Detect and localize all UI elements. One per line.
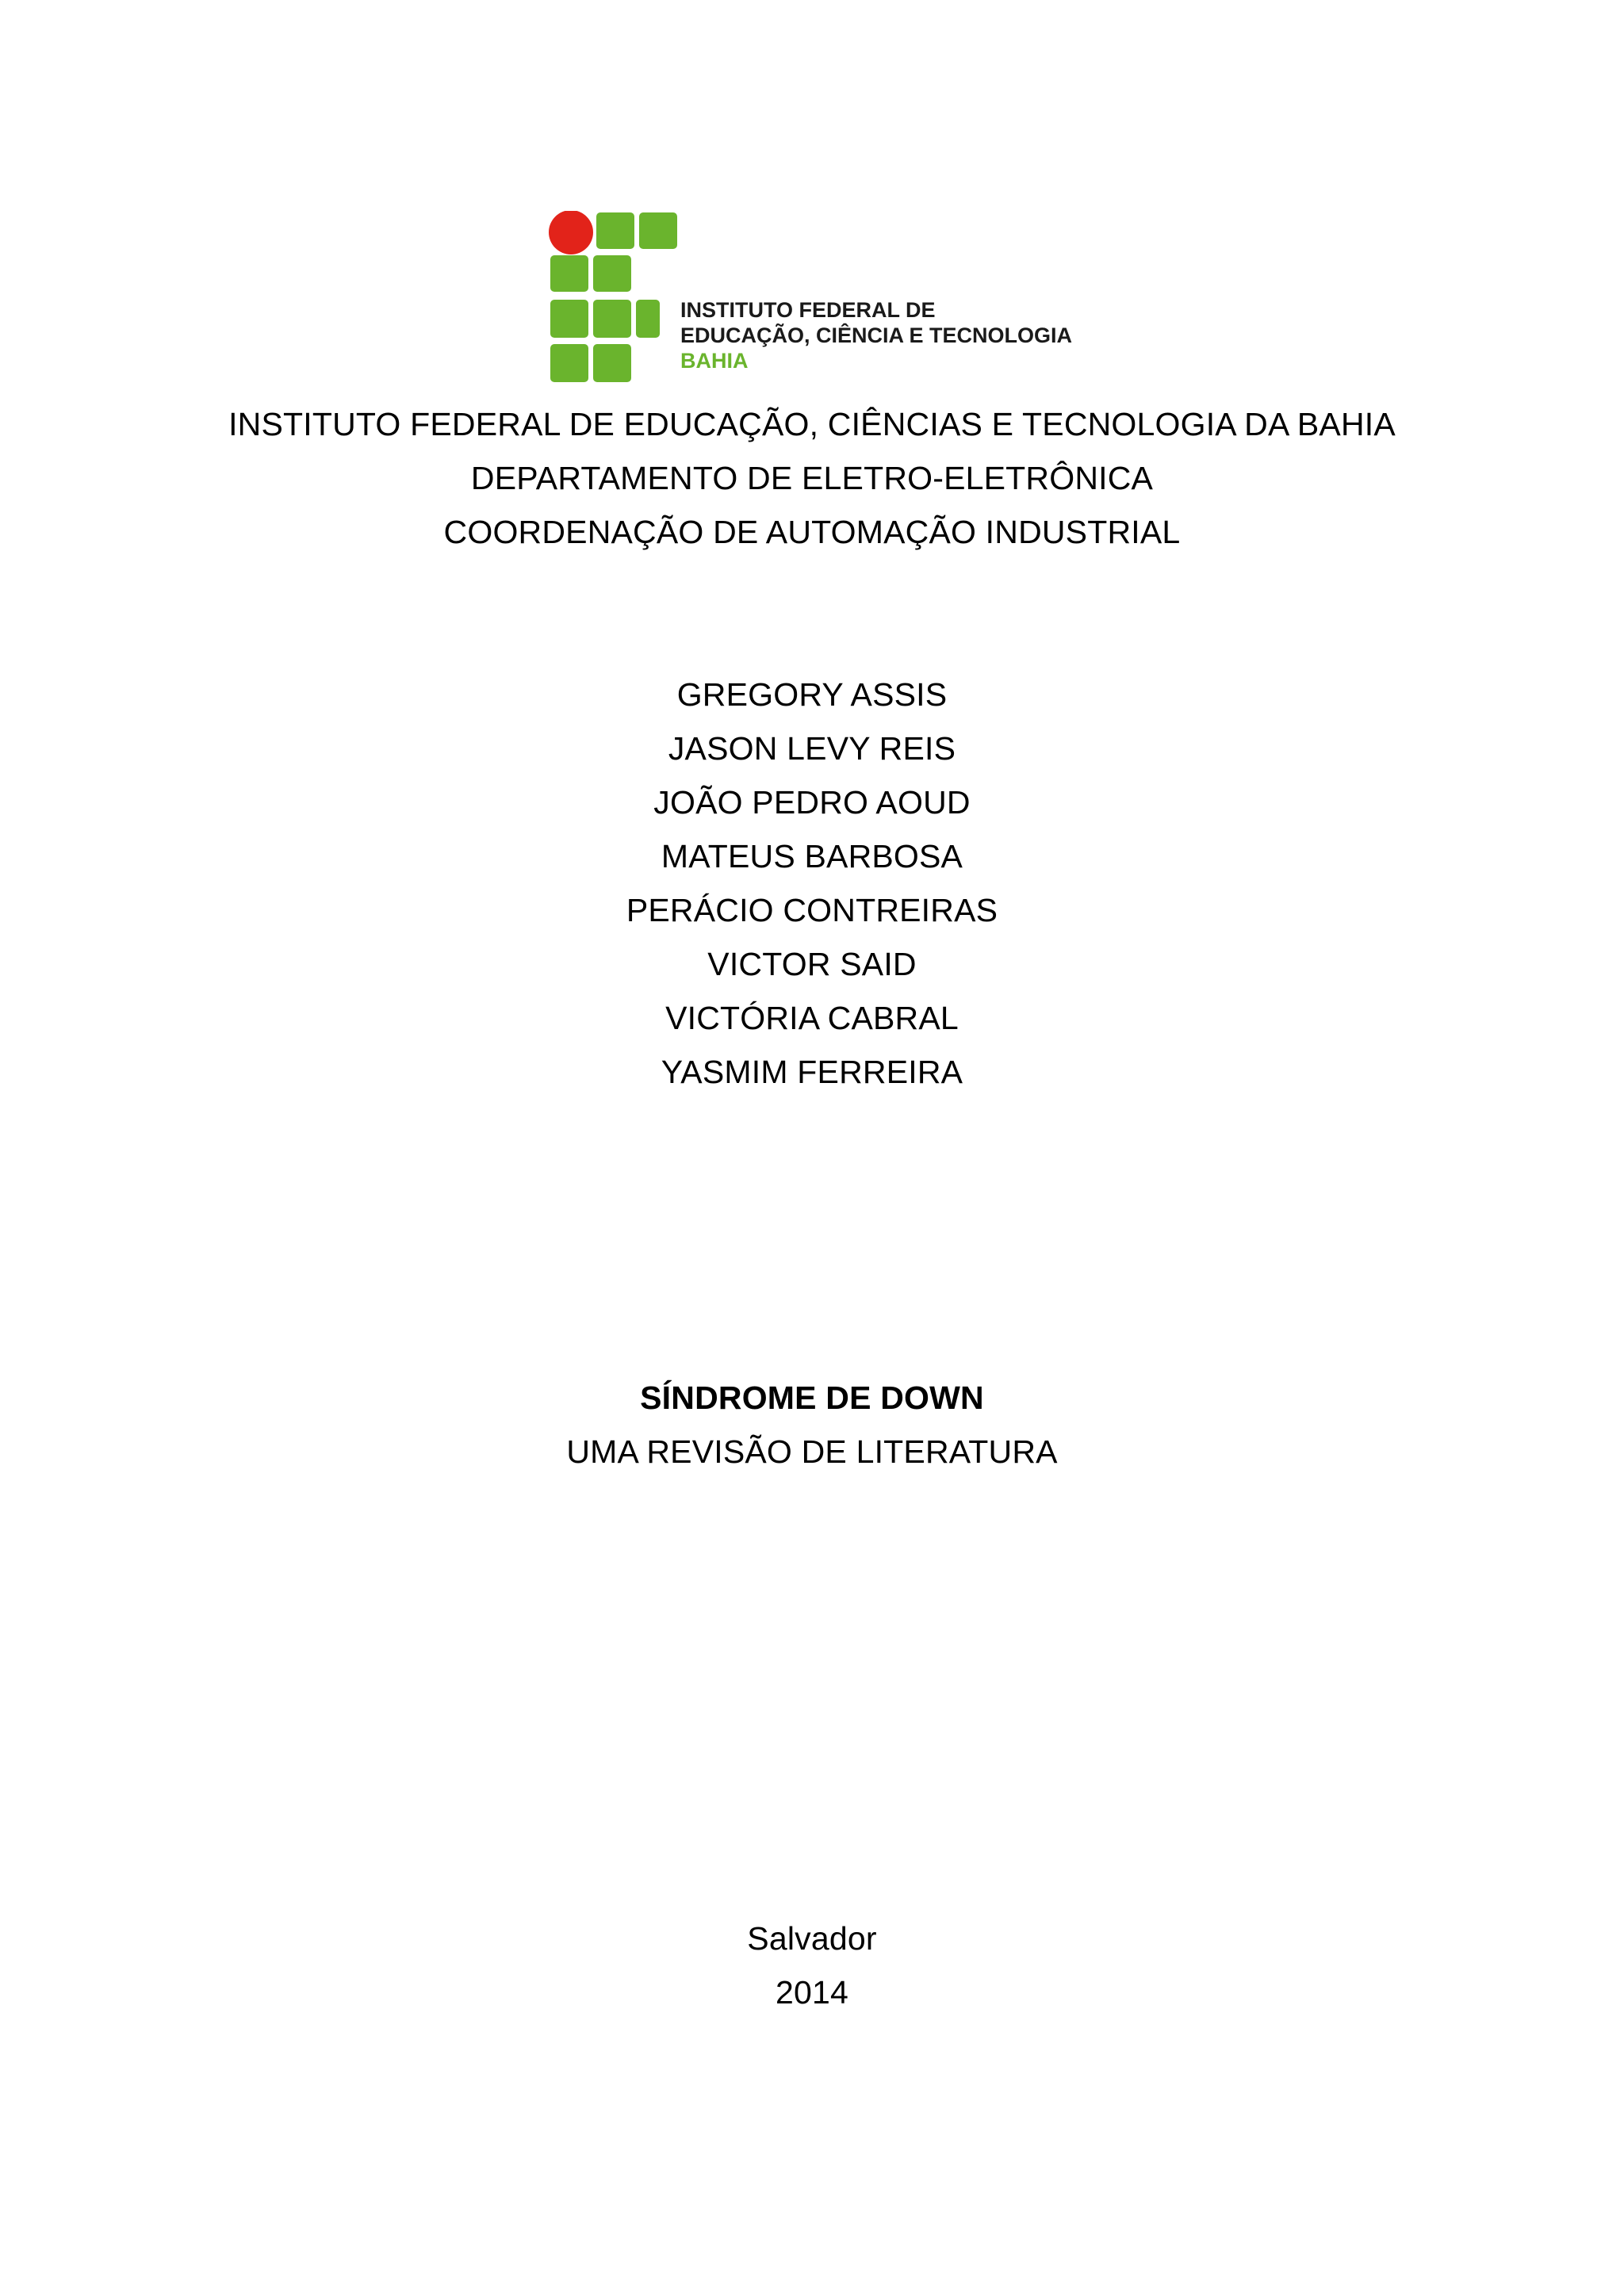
ifba-logo <box>547 211 1086 385</box>
author-name: GREGORY ASSIS <box>676 676 948 713</box>
author-name: PERÁCIO CONTREIRAS <box>626 892 998 928</box>
logo-text-line1: INSTITUTO FEDERAL DE <box>680 298 936 322</box>
department-name: DEPARTAMENTO DE ELETRO-ELETRÔNICA <box>470 460 1154 496</box>
logo-text-line2: EDUCAÇÃO, CIÊNCIA E TECNOLOGIA <box>680 323 1073 347</box>
coordination-name: COORDENAÇÃO DE AUTOMAÇÃO INDUSTRIAL <box>443 514 1181 550</box>
city: Salvador <box>747 1920 877 1957</box>
author-name: YASMIM FERREIRA <box>661 1054 963 1090</box>
logo-red-circle <box>549 211 593 254</box>
institution-name: INSTITUTO FEDERAL DE EDUCAÇÃO, CIÊNCIAS E TECNOLOGIA DA BAHIA <box>228 406 1396 442</box>
author-name: MATEUS BARBOSA <box>661 838 963 874</box>
author-name: VICTOR SAID <box>707 946 917 982</box>
year: 2014 <box>775 1974 848 2011</box>
author-name: VICTÓRIA CABRAL <box>665 1000 959 1036</box>
author-name: JOÃO PEDRO AOUD <box>653 784 971 821</box>
work-subtitle: UMA REVISÃO DE LITERATURA <box>566 1433 1058 1470</box>
author-name: JASON LEVY REIS <box>668 730 956 767</box>
work-title: SÍNDROME DE DOWN <box>640 1380 984 1416</box>
logo-text-line3: BAHIA <box>680 349 749 373</box>
